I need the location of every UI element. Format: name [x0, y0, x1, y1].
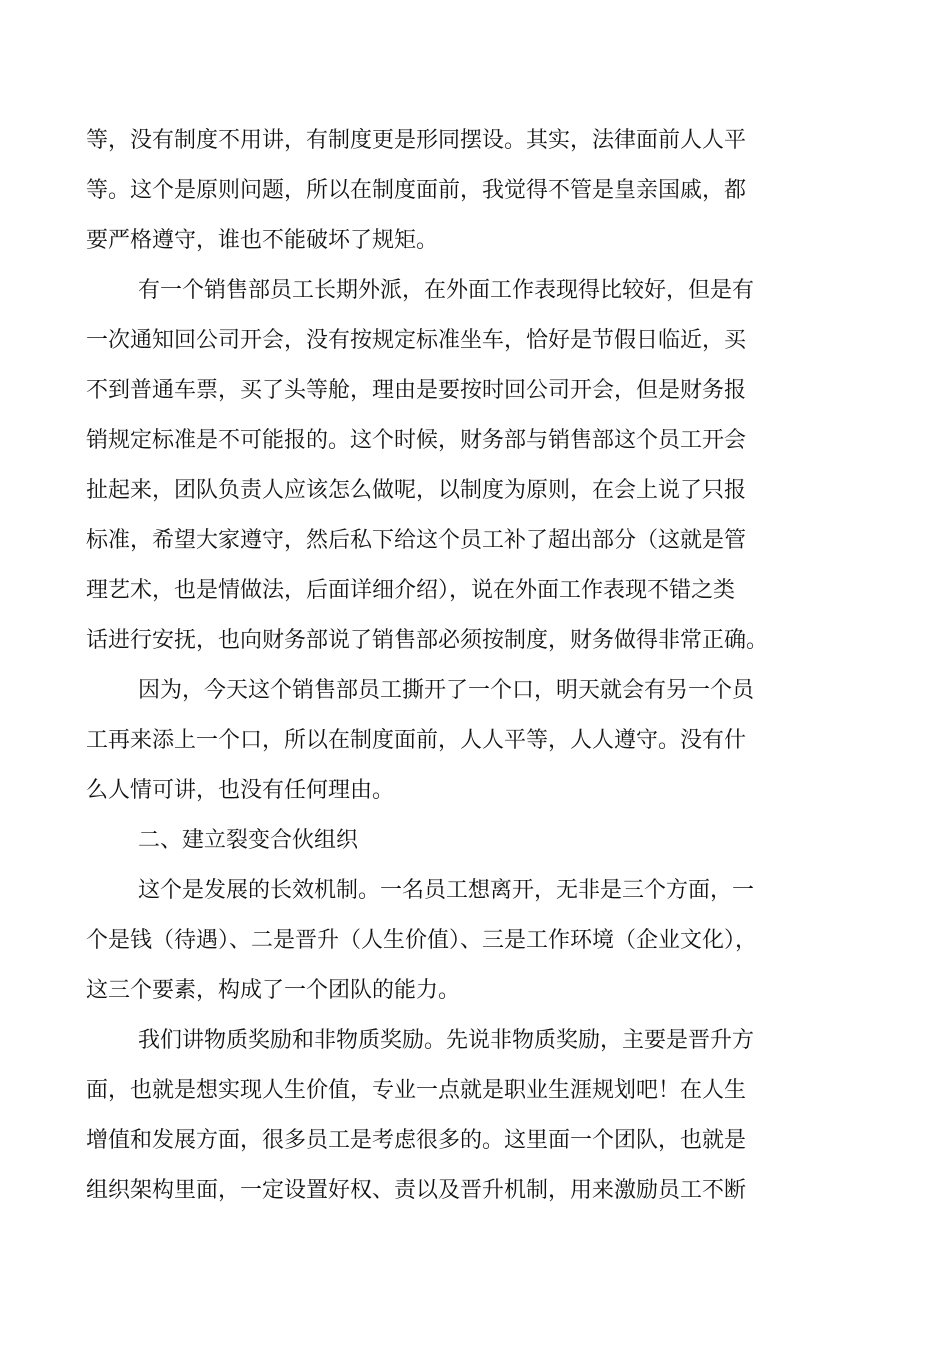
- paragraph-first-line: 我们讲物质奖励和非物质奖励。先说非物质奖励，主要是晋升方: [138, 1028, 755, 1053]
- text-line: 这三个要素，构成了一个团队的能力。: [86, 978, 461, 1003]
- text-line: 个是钱（待遇）、二是晋升（人生价值）、三是工作环境（企业文化），: [86, 928, 758, 953]
- text-line: 不到普通车票，买了头等舱，理由是要按时回公司开会，但是财务报: [86, 378, 747, 403]
- text-line: 么人情可讲，也没有任何理由。: [86, 778, 395, 803]
- text-line: 等。这个是原则问题，所以在制度面前，我觉得不管是皇亲国戚，都: [86, 178, 747, 203]
- text-line: 扯起来，团队负责人应该怎么做呢，以制度为原则，在会上说了只报: [86, 478, 747, 503]
- text-line: 工再来添上一个口，所以在制度面前，人人平等，人人遵守。没有什: [86, 728, 747, 753]
- paragraph-first-line: 有一个销售部员工长期外派，在外面工作表现得比较好，但是有: [138, 278, 755, 303]
- text-line: 话进行安抚，也向财务部说了销售部必须按制度，财务做得非常正确。: [86, 628, 769, 653]
- text-line: 组织架构里面，一定设置好权、责以及晋升机制，用来激励员工不断: [86, 1178, 747, 1203]
- text-line: 理艺术，也是情做法，后面详细介绍），说在外面工作表现不错之类: [86, 578, 736, 603]
- paragraph-first-line: 这个是发展的长效机制。一名员工想离开，无非是三个方面，一: [138, 878, 755, 903]
- text-line: 等，没有制度不用讲，有制度更是形同摆设。其实，法律面前人人平: [86, 128, 747, 153]
- section-heading: 二、建立裂变合伙组织: [138, 828, 359, 853]
- text-line: 销规定标准是不可能报的。这个时候，财务部与销售部这个员工开会: [86, 428, 747, 453]
- text-line: 要严格遵守，谁也不能破坏了规矩。: [86, 228, 439, 253]
- text-line: 增值和发展方面，很多员工是考虑很多的。这里面一个团队，也就是: [86, 1128, 747, 1153]
- text-line: 面，也就是想实现人生价值，专业一点就是职业生涯规划吧！在人生: [86, 1078, 747, 1103]
- paragraph-first-line: 因为，今天这个销售部员工撕开了一个口，明天就会有另一个员: [138, 678, 755, 703]
- text-line: 一次通知回公司开会，没有按规定标准坐车，恰好是节假日临近，买: [86, 328, 747, 353]
- text-line: 标准，希望大家遵守，然后私下给这个员工补了超出部分（这就是管: [86, 528, 747, 553]
